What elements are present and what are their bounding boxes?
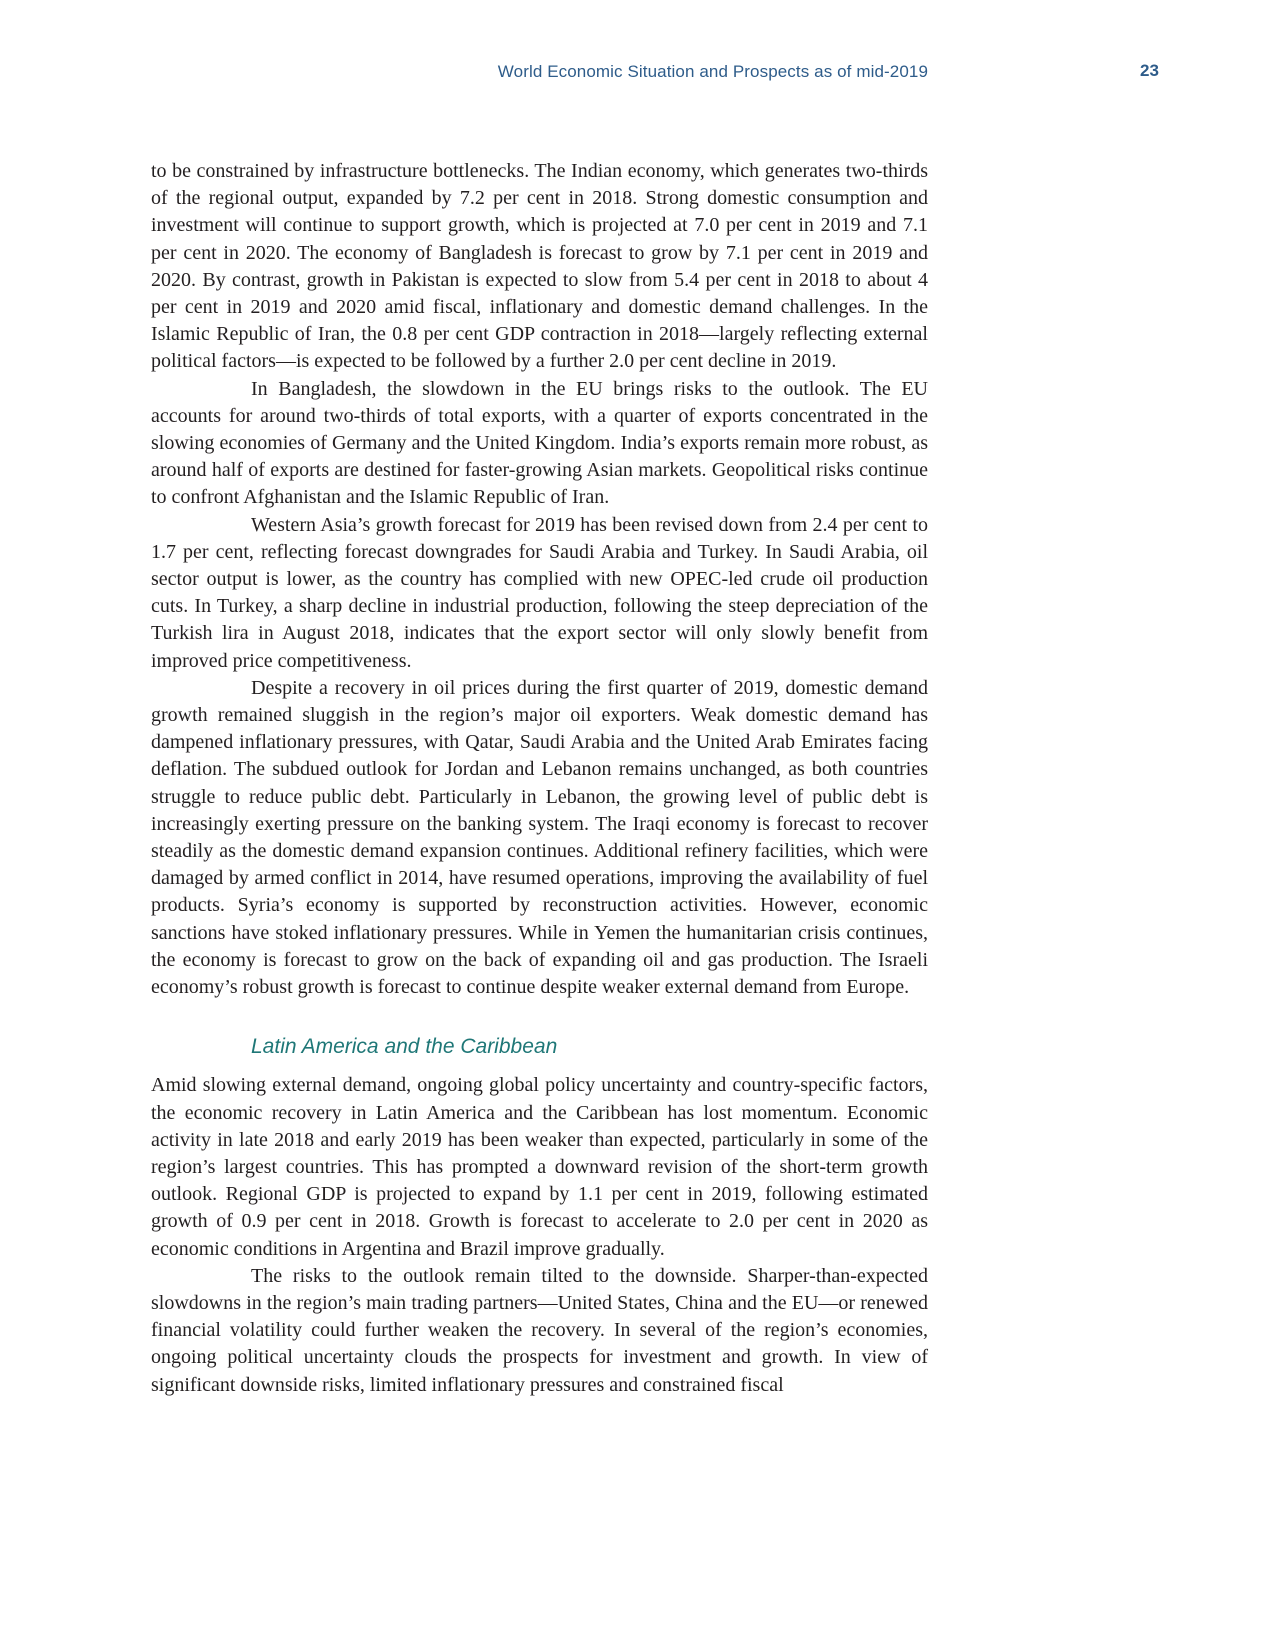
body-paragraph: Amid slowing external demand, ongoing global policy uncertainty and country-specific factors, the economic recovery in Latin America and the Caribbean has lost momentum. Economic activity in late 2018 and early 2019 has been weaker than expected, particularly in some of the region’s largest countries. This has prompted a downward revision of the short-term growth outlook. Regional GDP is projected to expand by 1.1 per cent in 2019, following estimated growth of 0.9 per cent in 2018. Growth is forecast to accelerate to 2.0 per cent in 2020 as economic conditions in Argentina and Brazil improve gradually. <box>151 1074 928 1260</box>
document-body <box>151 158 928 1399</box>
running-header-title: World Economic Situation and Prospects as of mid-2019 <box>497 62 928 81</box>
body-paragraph: Despite a recovery in oil prices during the first quarter of 2019, domestic demand growth remained sluggish in the region’s major oil exporters. Weak domestic demand has dampened inflationary pressures, with Qatar, Saudi Arabia and the United Arab Emirates facing deflation. The subdued outlook for Jordan and Lebanon remains unchanged, as both countries struggle to reduce public debt. Particularly in Lebanon, the growing level of public debt is increasingly exerting pressure on the banking system. The Iraqi economy is forecast to recover steadily as the domestic demand expansion continues. Additional refinery facilities, which were damaged by armed conflict in 2014, have resumed operations, improving the availability of fuel products. Syria’s economy is supported by reconstruction activities. However, economic sanctions have stoked inflationary pressures. While in Yemen the humanitarian crisis continues, the economy is forecast to grow on the back of expanding oil and gas production. The Israeli economy’s robust growth is forecast to continue despite weaker external demand from Europe. <box>151 676 928 999</box>
body-paragraph: The risks to the outlook remain tilted to the downside. Sharper-than-expected slowdowns in the region’s main trading partners—United States, China and the EU—or renewed financial volatility could further weaken the recovery. In several of the region’s economies, ongoing political uncertainty clouds the prospects for investment and growth. In view of significant downside risks, limited inflationary pressures and constrained fiscal <box>151 1264 928 1396</box>
body-paragraph: Western Asia’s growth forecast for 2019 has been revised down from 2.4 per cent to 1.7 per cent, reflecting forecast downgrades for Saudi Arabia and Turkey. In Saudi Arabia, oil sector output is lower, as the country has complied with new OPEC-led crude oil production cuts. In Turkey, a sharp decline in industrial production, following the steep depreciation of the Turkish lira in August 2018, indicates that the export sector will only slowly benefit from improved price competitiveness. <box>151 513 928 672</box>
body-paragraph: In Bangladesh, the slowdown in the EU brings risks to the outlook. The EU accounts for around two-thirds of total exports, with a quarter of exports concentrated in the slowing economies of Germany and the United Kingdom. India’s exports remain more robust, as around half of exports are destined for faster-growing Asian markets. Geopolitical risks continue to confront Afghanistan and the Islamic Republic of Iran. <box>151 377 928 509</box>
section-heading: Latin America and the Caribbean <box>251 1035 558 1059</box>
page-number: 23 <box>1140 61 1159 80</box>
body-paragraph: to be constrained by infrastructure bottlenecks. The Indian economy, which generates two-thirds of the regional output, expanded by 7.2 per cent in 2018. Strong domestic consumption and investment will continue to support growth, which is projected at 7.0 per cent in 2019 and 7.1 per cent in 2020. The economy of Bangladesh is forecast to grow by 7.1 per cent in 2019 and 2020. By contrast, growth in Pakistan is expected to slow from 5.4 per cent in 2018 to about 4 per cent in 2019 and 2020 amid fiscal, inflationary and domestic demand challenges. In the Islamic Republic of Iran, the 0.8 per cent GDP contraction in 2018—largely reflecting external political factors—is expected to be followed by a further 2.0 per cent decline in 2019. <box>151 160 928 373</box>
